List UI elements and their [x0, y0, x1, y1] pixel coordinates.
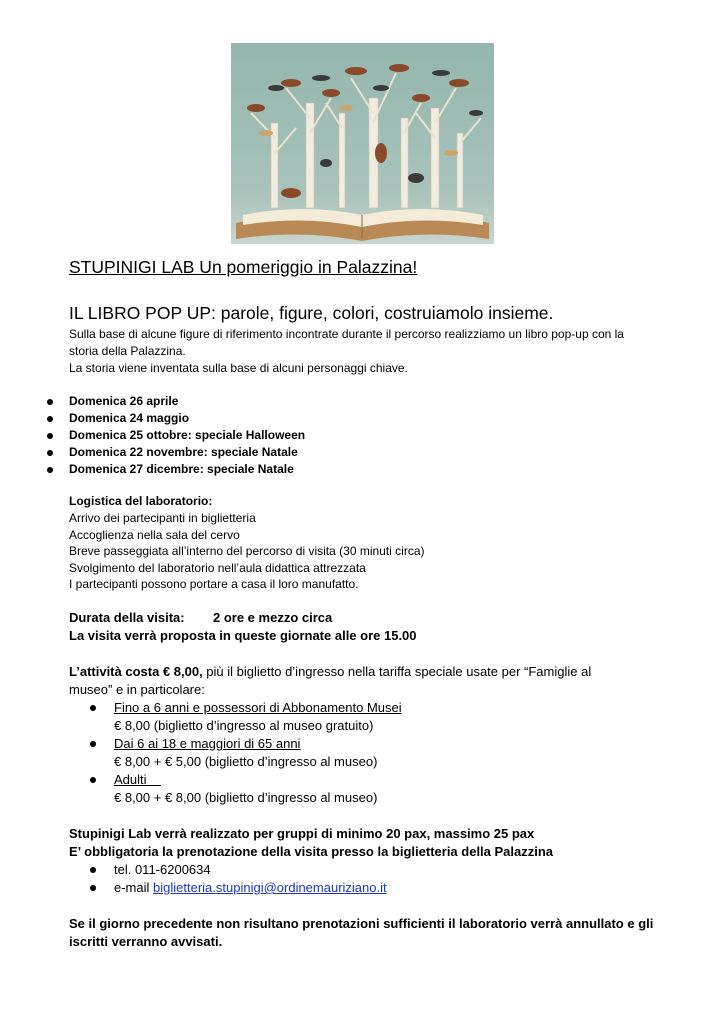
price-detail: [0, 789, 402, 807]
bullet-icon: [90, 777, 96, 783]
price-detail: [0, 753, 402, 771]
list-item: [0, 735, 402, 753]
prices-list: [0, 699, 402, 807]
list-item: [0, 444, 305, 461]
bullet-icon: [90, 741, 96, 747]
page-subtitle: IL LIBRO POP UP: parole, figure, colori, costruiamolo insieme.: [69, 303, 554, 323]
intro-line: La storia viene inventata sulla base di alcuni personaggi chiave.: [69, 361, 408, 375]
cost-line: [69, 663, 591, 681]
booking-required-text: E’ obbligatoria la prenotazione della visita presso la biglietteria della Palazzina: [69, 844, 554, 859]
list-item: [0, 771, 402, 789]
date-label: Domenica 25 ottobre: speciale Halloween: [69, 428, 306, 442]
cost-amount: L’attività costa € 8,00,: [69, 664, 203, 679]
list-item: [0, 861, 387, 879]
list-item: [0, 699, 402, 717]
price-detail-text: € 8,00 + € 5,00 (biglietto d’ingresso al museo): [114, 754, 378, 769]
page-title: STUPINIGI LAB Un pomeriggio in Palazzina!: [69, 257, 418, 277]
email-prefix: e-mail: [114, 880, 154, 895]
date-label: Domenica 27 dicembre: speciale Natale: [69, 462, 294, 476]
list-item: [0, 410, 305, 427]
price-detail-text: € 8,00 (biglietto d’ingresso al museo gratuito): [114, 718, 374, 733]
bullet-icon: [90, 705, 96, 711]
schedule-text: La visita verrà proposta in queste giornate alle ore 15.00: [69, 628, 417, 643]
intro-line: Sulla base di alcune figure di riferimento incontrate durante il percorso realizziamo un libro pop-up con la: [69, 327, 624, 341]
list-item: [0, 461, 305, 478]
logistics-line: I partecipanti possono portare a casa il loro manufatto.: [69, 577, 359, 591]
duration-value: 2 ore e mezzo circa: [213, 610, 333, 625]
groups-text: Stupinigi Lab verrà realizzato per gruppi di minimo 20 pax, massimo 25 pax: [69, 826, 535, 841]
cost-line-2: museo” e in particolare:: [69, 682, 205, 697]
price-category: Dai 6 ai 18 e maggiori di 65 anni: [114, 736, 301, 751]
bullet-icon: [90, 885, 96, 891]
notice-line: iscritti verranno avvisati.: [69, 934, 223, 949]
intro-line: storia della Palazzina.: [69, 344, 186, 358]
date-label: Domenica 24 maggio: [69, 411, 190, 425]
date-label: Domenica 22 novembre: speciale Natale: [69, 445, 298, 459]
bullet-icon: [90, 867, 96, 873]
date-label: Domenica 26 aprile: [69, 394, 179, 408]
logistics-heading: Logistica del laboratorio:: [69, 494, 213, 508]
notice-line: Se il giorno precedente non risultano prenotazioni sufficienti il laboratorio verrà annullato e gli: [69, 916, 654, 931]
bullet-icon: [47, 433, 53, 439]
price-detail: [0, 717, 402, 735]
bullet-icon: [47, 450, 53, 456]
logistics-line: Svolgimento del laboratorio nell’aula didattica attrezzata: [69, 561, 366, 575]
duration-label: Durata della visita:: [69, 610, 185, 625]
logistics-line: Accoglienza nella sala del cervo: [69, 528, 240, 542]
list-item: [0, 427, 305, 444]
bullet-icon: [47, 416, 53, 422]
popup-book-illustration: [231, 43, 494, 244]
phone-text: tel. 011-6200634: [114, 862, 211, 877]
logistics-line: Arrivo dei partecipanti in biglietteria: [69, 511, 256, 525]
price-detail-text: € 8,00 + € 8,00 (biglietto d’ingresso al museo): [114, 790, 378, 805]
list-item: [0, 393, 305, 410]
bullet-icon: [47, 467, 53, 473]
cost-text: più il biglietto d’ingresso nella tariffa speciale usate per “Famiglie al: [202, 664, 592, 679]
duration-row: [69, 609, 333, 627]
contacts-list: [0, 861, 387, 897]
price-category: Fino a 6 anni e possessori di Abbonamento Musei: [114, 700, 402, 715]
email-link[interactable]: biglietteria.stupinigi@ordinemauriziano.it: [153, 880, 387, 895]
dates-list: [0, 393, 305, 478]
logistics-line: Breve passeggiata all’interno del percorso di visita (30 minuti circa): [69, 544, 425, 558]
price-category: Adulti: [114, 772, 161, 787]
list-item: [0, 879, 387, 897]
bullet-icon: [47, 399, 53, 405]
